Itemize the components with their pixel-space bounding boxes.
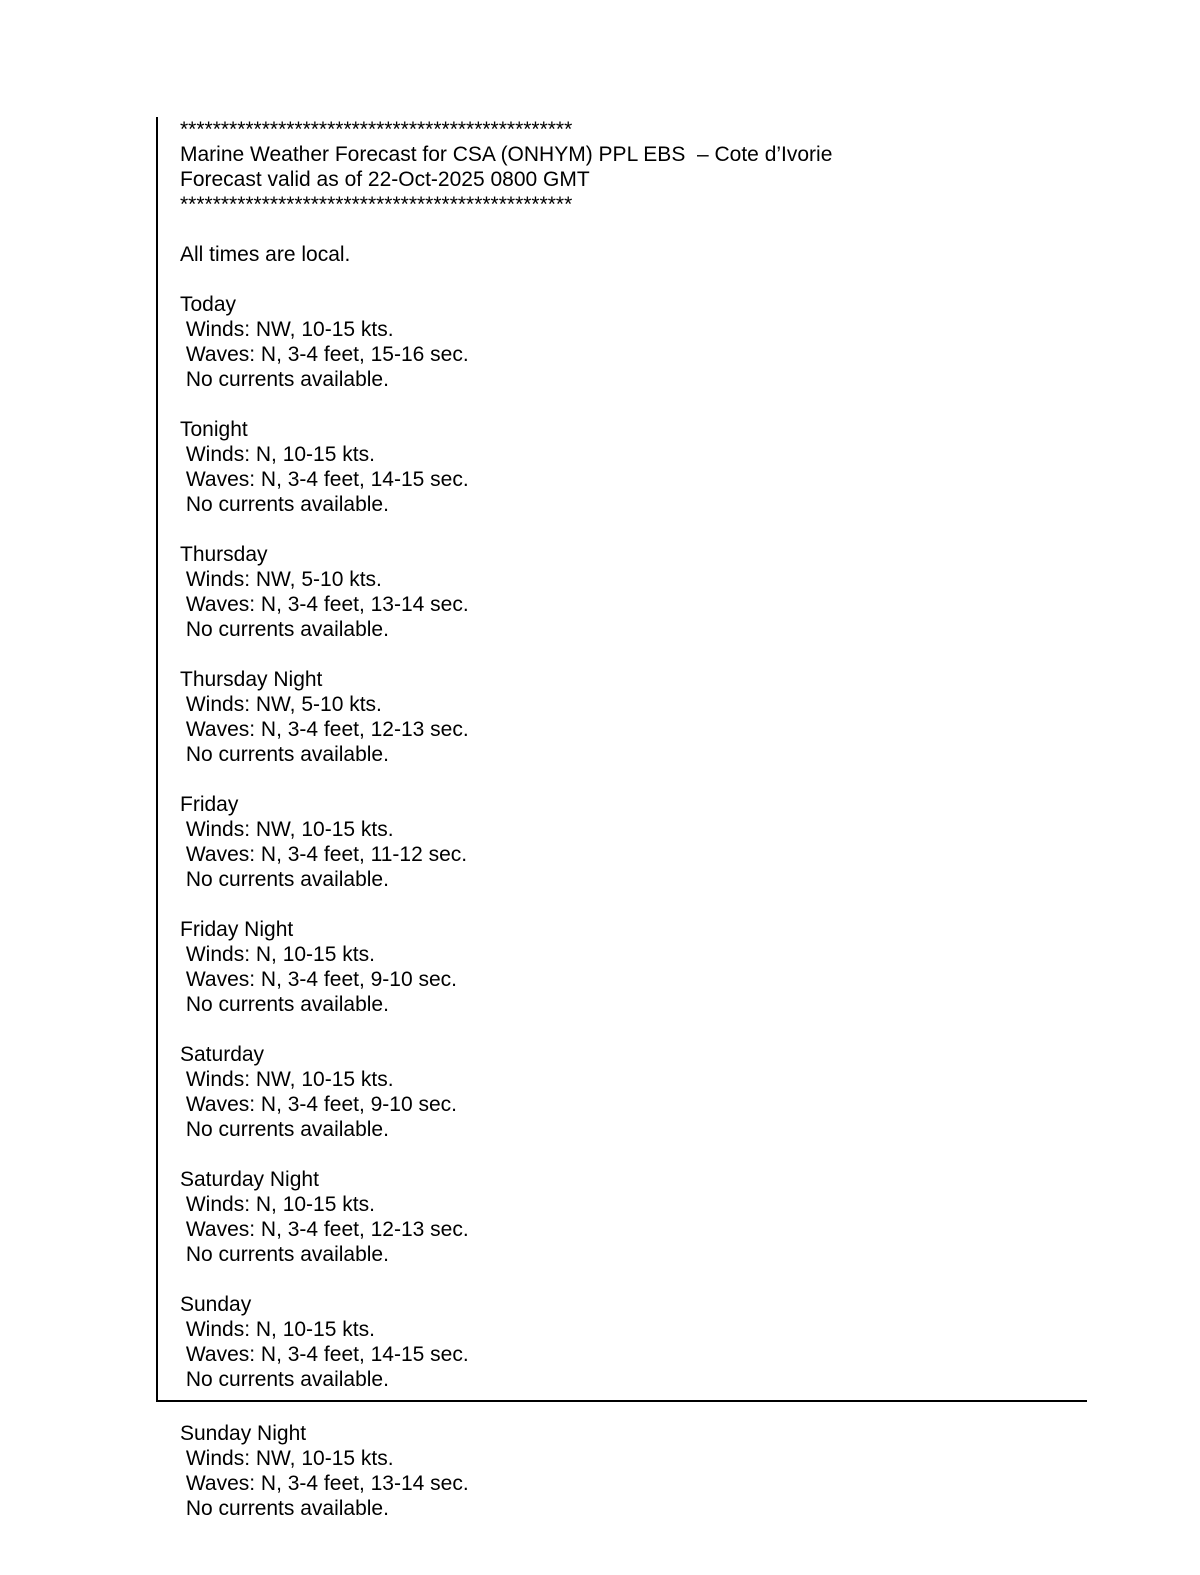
winds-line: Winds: NW, 10-15 kts. [180,318,394,341]
section-day: Thursday [180,543,268,566]
currents-line: No currents available. [180,1118,389,1141]
section-day: Friday Night [180,918,294,941]
forecast-section-saturday-night [180,1167,1087,1267]
currents-line: No currents available. [180,743,389,766]
section-day: Tonight [180,418,248,441]
section-day: Thursday Night [180,668,323,691]
winds-line: Winds: N, 10-15 kts. [180,443,375,466]
blank-line [180,267,1087,292]
doc-valid-line: Forecast valid as of 22-Oct-2025 0800 GMT [180,168,590,191]
blank-line [180,392,1087,417]
forecast-section-sunday-night [180,1421,469,1521]
blank-line [180,642,1087,667]
waves-line: Waves: N, 3-4 feet, 14-15 sec. [180,468,469,491]
blank-line [180,517,1087,542]
forecast-section-thursday [180,542,1087,642]
waves-line: Waves: N, 3-4 feet, 15-16 sec. [180,343,469,366]
currents-line: No currents available. [180,618,389,641]
section-day: Friday [180,793,239,816]
waves-line: Waves: N, 3-4 feet, 11-12 sec. [180,843,468,866]
times-note: All times are local. [180,243,351,266]
currents-line: No currents available. [180,493,389,516]
winds-line: Winds: NW, 10-15 kts. [180,1447,394,1470]
winds-line: Winds: NW, 10-15 kts. [180,1068,394,1091]
waves-line: Waves: N, 3-4 feet, 9-10 sec. [180,1093,458,1116]
forecast-section-saturday [180,1042,1087,1142]
forecast-section-today [180,292,1087,392]
winds-line: Winds: NW, 10-15 kts. [180,818,394,841]
currents-line: No currents available. [180,368,389,391]
forecast-text-frame [156,117,1087,1402]
currents-line: No currents available. [180,1243,389,1266]
forecast-section-friday-night [180,917,1087,1017]
section-day: Saturday Night [180,1168,319,1191]
stars-divider-bottom: ************************************************ [180,193,573,216]
winds-line: Winds: N, 10-15 kts. [180,1193,375,1216]
stars-divider-top: ************************************************ [180,118,573,141]
section-day: Sunday [180,1293,252,1316]
forecast-section-friday [180,792,1087,892]
winds-line: Winds: N, 10-15 kts. [180,943,375,966]
winds-line: Winds: NW, 5-10 kts. [180,693,382,716]
blank-line [180,767,1087,792]
section-day: Sunday Night [180,1422,307,1445]
blank-line [180,892,1087,917]
forecast-section-thursday-night [180,667,1087,767]
blank-line [180,1267,1087,1292]
waves-line: Waves: N, 3-4 feet, 14-15 sec. [180,1343,469,1366]
doc-title: Marine Weather Forecast for CSA (ONHYM) PPL EBS – Cote d’Ivorie [180,143,833,166]
winds-line: Winds: N, 10-15 kts. [180,1318,375,1341]
blank-line [180,1142,1087,1167]
waves-line: Waves: N, 3-4 feet, 13-14 sec. [180,1472,469,1495]
currents-line: No currents available. [180,868,389,891]
section-day: Today [180,293,237,316]
winds-line: Winds: NW, 5-10 kts. [180,568,382,591]
currents-line: No currents available. [180,993,389,1016]
section-day: Saturday [180,1043,265,1066]
waves-line: Waves: N, 3-4 feet, 13-14 sec. [180,593,469,616]
waves-line: Waves: N, 3-4 feet, 12-13 sec. [180,1218,469,1241]
waves-line: Waves: N, 3-4 feet, 9-10 sec. [180,968,458,991]
currents-line: No currents available. [180,1497,389,1520]
forecast-section-sunday [180,1292,1087,1392]
forecast-section-tonight [180,417,1087,517]
blank-line [180,1017,1087,1042]
currents-line: No currents available. [180,1368,389,1391]
forecast-text-body [158,117,1087,1392]
blank-line [180,217,1087,242]
waves-line: Waves: N, 3-4 feet, 12-13 sec. [180,718,469,741]
